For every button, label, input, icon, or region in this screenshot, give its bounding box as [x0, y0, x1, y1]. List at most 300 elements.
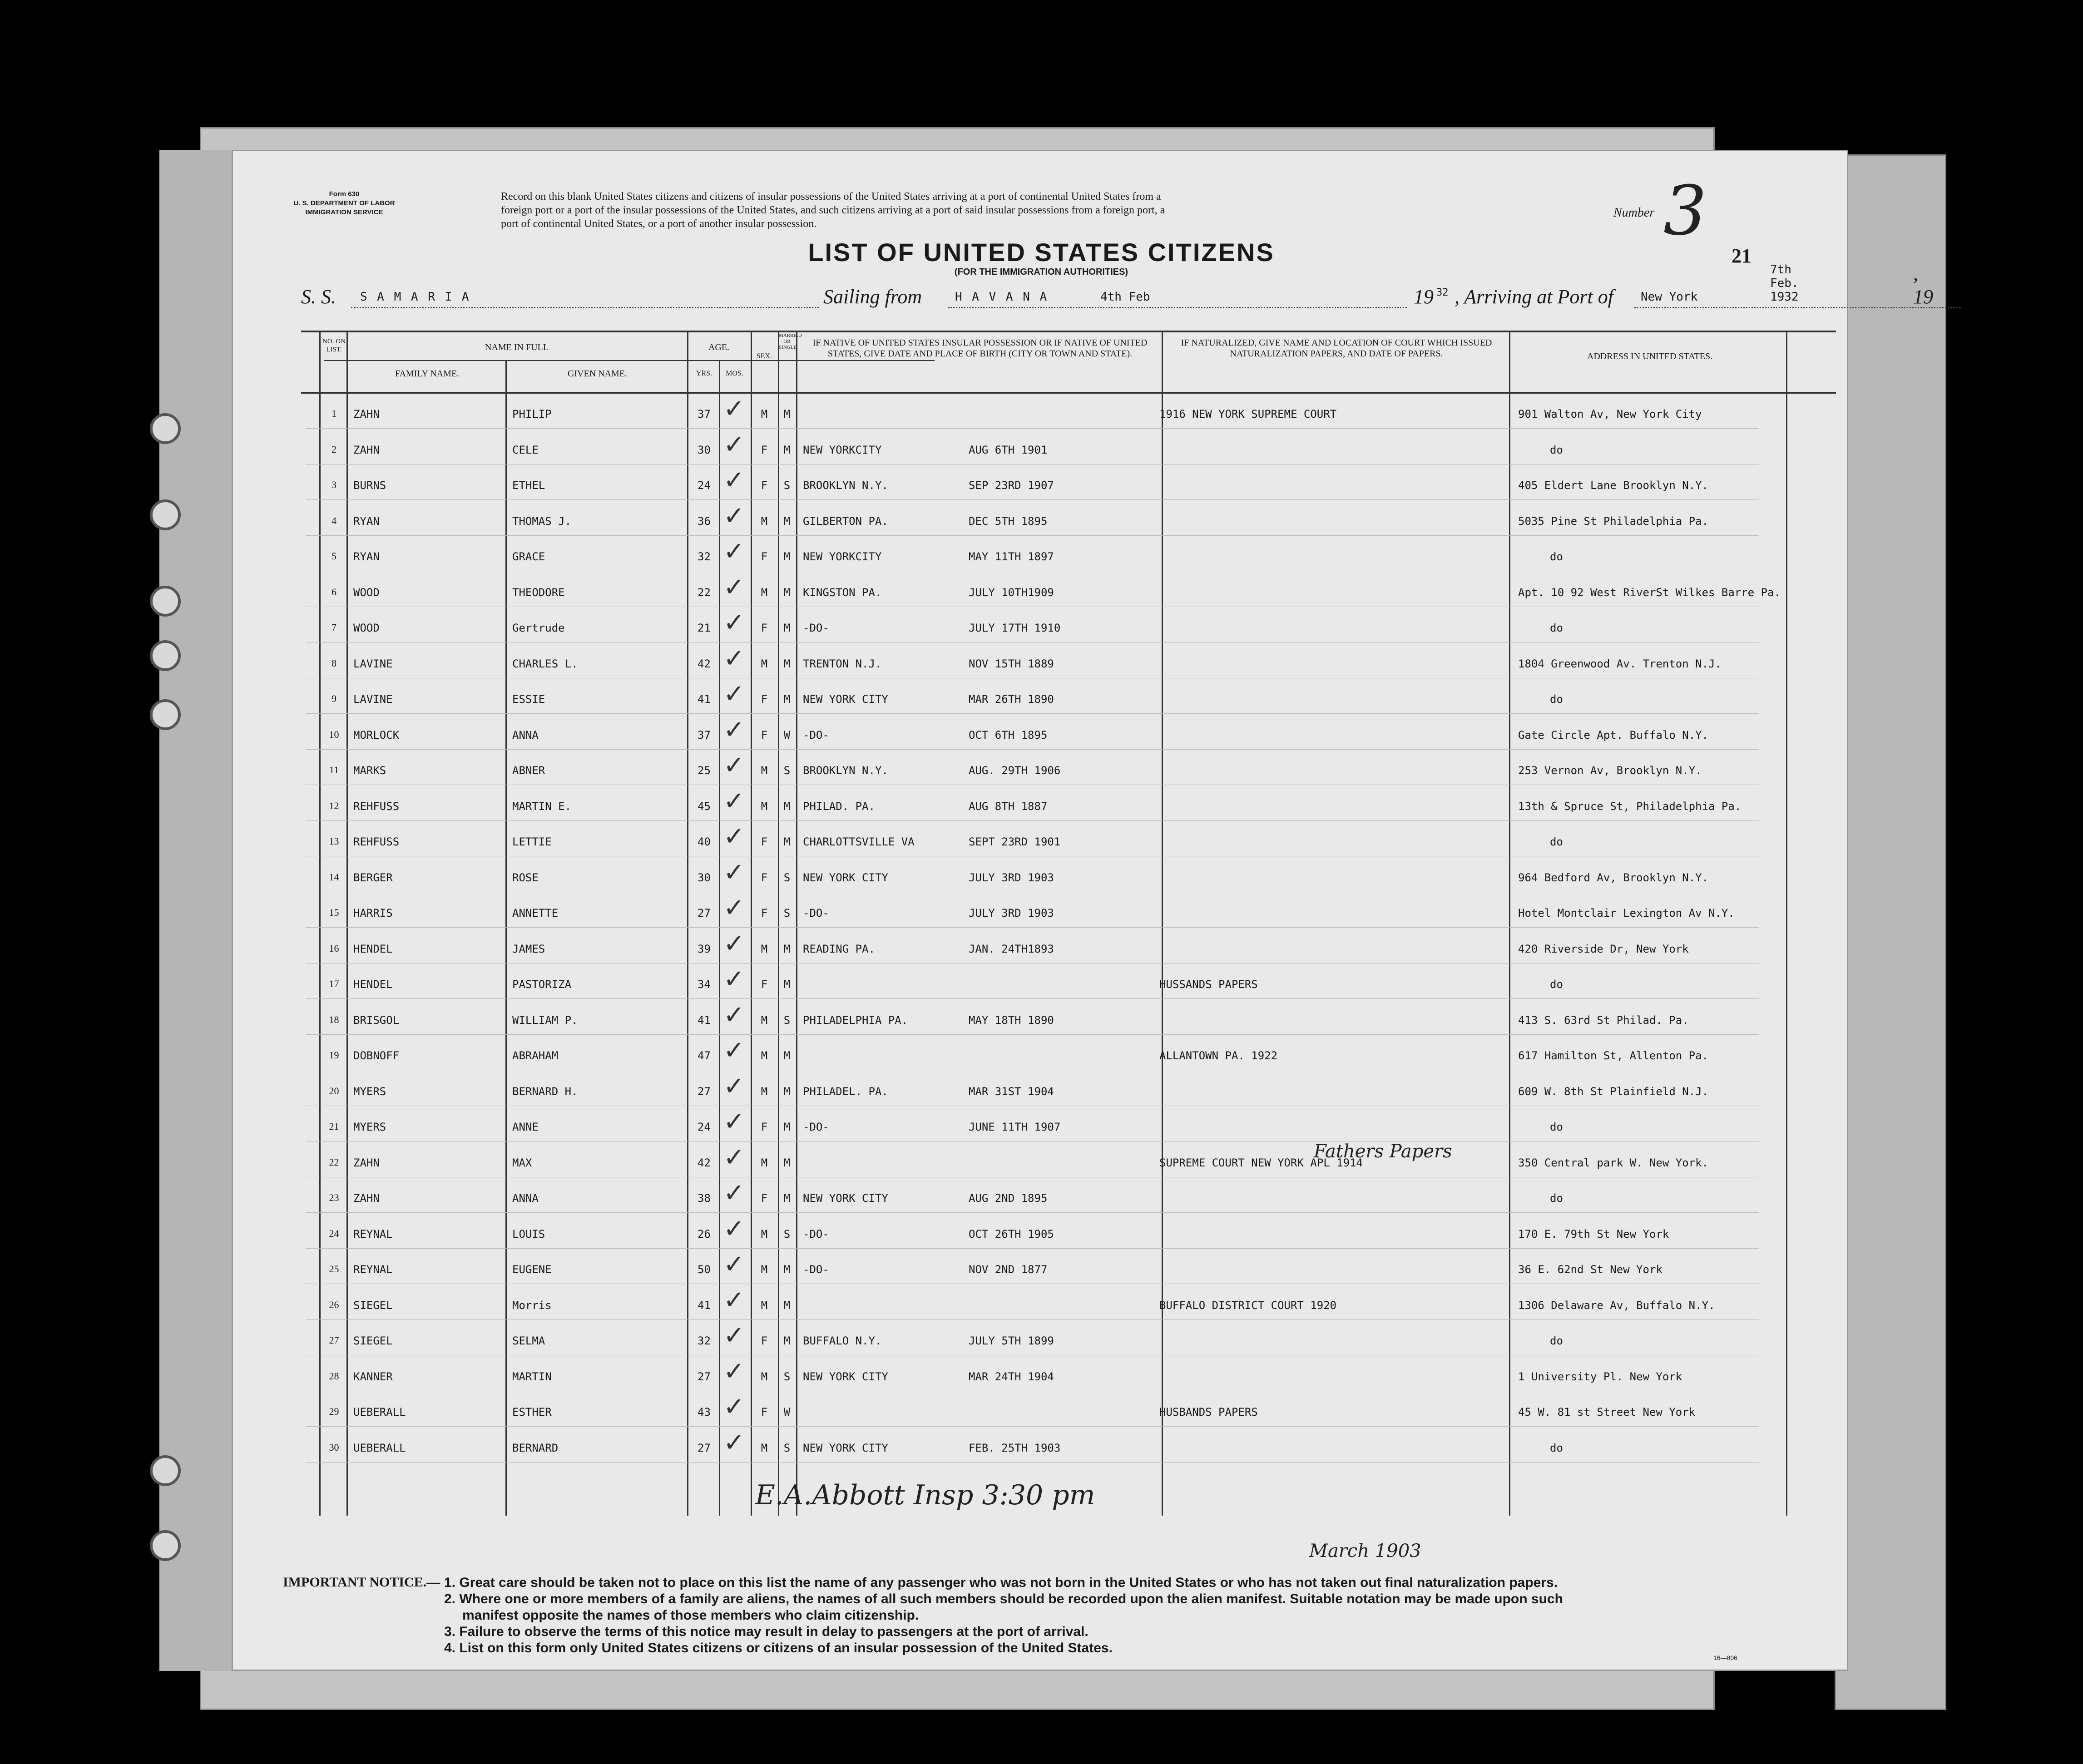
cell-sex: M [761, 1049, 768, 1062]
cell-given: ROSE [512, 871, 539, 884]
checkmark-icon: ✓ [723, 786, 745, 816]
cell-no: 29 [329, 1406, 339, 1417]
cell-sex: M [761, 1013, 768, 1027]
punch-hole [150, 1455, 181, 1486]
intro-line: port of continental United States, or a port of another insular possession. [501, 218, 817, 230]
cell-birth-date: JULY 5TH 1899 [969, 1334, 1054, 1347]
cell-family: WOOD [353, 622, 380, 634]
cell-ms: M [783, 1299, 791, 1312]
cell-family: SIEGEL [353, 1299, 393, 1312]
cell-no: 22 [329, 1156, 339, 1168]
cell-given: WILLIAM P. [512, 1013, 578, 1027]
checkmark-icon: ✓ [723, 643, 745, 673]
notice-item: 3. Failure to observe the terms of this notice may result in delay to passengers at the port of arrival. [444, 1624, 1089, 1639]
cell-birth-date: DEC 5TH 1895 [969, 514, 1048, 528]
cell-no: 5 [331, 550, 336, 562]
ship-name: S A M A R I A [360, 290, 470, 304]
cell-age: 50 [698, 1263, 711, 1276]
cell-address: do [1550, 622, 1563, 634]
cell-given: PHILIP [512, 408, 552, 420]
cell-given: MARTIN [512, 1370, 552, 1383]
col-header-mos: MOS. [726, 370, 743, 377]
cell-ms: S [783, 1370, 791, 1383]
cell-age: 24 [698, 1121, 711, 1133]
cell-address: 350 Central park W. New York. [1518, 1156, 1709, 1169]
sailing-date: 4th Feb [1100, 290, 1150, 304]
cell-age: 27 [698, 1085, 711, 1098]
row-rule [306, 998, 1759, 999]
year-prefix: 19 [1414, 286, 1434, 308]
cell-age: 40 [698, 835, 711, 848]
cell-age: 27 [698, 1370, 711, 1383]
cell-family: ZAHN [353, 1192, 380, 1205]
cell-sex: M [761, 1370, 768, 1383]
year-suffix-2: , 19 [1913, 262, 1933, 308]
ship-underline [351, 307, 819, 308]
cell-given: CELE [512, 443, 539, 456]
col-divider [1509, 331, 1510, 1516]
cell-family: MARKS [353, 764, 386, 777]
cell-address: 901 Walton Av, New York City [1518, 408, 1702, 420]
cell-age: 41 [698, 1299, 711, 1312]
checkmark-icon: ✓ [723, 1250, 745, 1279]
cell-no: 17 [329, 978, 339, 989]
cell-family: BRISGOL [353, 1013, 400, 1027]
row-rule [306, 749, 1759, 750]
number-label: Number [1613, 206, 1655, 220]
cell-given: MARTIN E. [512, 800, 572, 813]
cell-sex: M [761, 1227, 768, 1240]
cell-family: REHFUSS [353, 800, 400, 813]
cell-given: BERNARD H. [512, 1085, 578, 1098]
cell-sex: F [761, 835, 768, 848]
cell-sex: M [761, 408, 768, 420]
cell-birth-place: BROOKLYN N.Y. [803, 764, 888, 777]
cell-birth-place: NEW YORK CITY [803, 693, 888, 706]
col-divider [1786, 331, 1787, 1516]
cell-birth-place: READING PA. [803, 942, 875, 955]
cell-ms: W [783, 728, 791, 741]
cell-address: do [1550, 693, 1563, 706]
cell-given: LOUIS [512, 1227, 545, 1240]
cell-family: SIEGEL [353, 1334, 393, 1347]
cell-no: 8 [331, 657, 336, 669]
col-header-family: FAMILY NAME. [395, 369, 460, 379]
cell-family: REHFUSS [353, 835, 400, 848]
cell-given: EUGENE [512, 1263, 552, 1276]
cell-birth-date: MAY 11TH 1897 [969, 550, 1054, 563]
cell-family: REYNAL [353, 1227, 393, 1240]
cell-ms: M [783, 1085, 791, 1098]
cell-family: REYNAL [353, 1263, 393, 1276]
col-header-birth: IF NATIVE OF UNITED STATES INSULAR POSSESSION OR IF NATIVE OF UNITED STATES, GIVE DATE AND PLACE OF BIRTH (CITY OR TOWN AND STATE). [812, 338, 1148, 359]
cell-family: LAVINE [353, 693, 393, 706]
cell-birth-date: AUG 6TH 1901 [969, 443, 1048, 456]
cell-age: 42 [698, 657, 711, 670]
checkmark-icon: ✓ [723, 572, 745, 602]
cell-birth-date: NOV 15TH 1889 [969, 657, 1054, 670]
cell-given: Gertrude [512, 622, 565, 634]
cell-sex: M [761, 764, 768, 777]
cell-birth-date: JAN. 24TH1893 [969, 942, 1054, 955]
cell-naturalization: 1916 NEW YORK SUPREME COURT [1159, 408, 1337, 420]
cell-birth-date: MAR 31ST 1904 [969, 1085, 1054, 1098]
cell-birth-date: JULY 3RD 1903 [969, 907, 1054, 919]
row-rule [306, 499, 1759, 500]
notice-items [444, 1575, 1829, 1656]
checkmark-icon: ✓ [723, 1036, 745, 1065]
cell-family: ZAHN [353, 443, 380, 456]
cell-age: 36 [698, 514, 711, 528]
arriving-port: New York [1641, 290, 1698, 304]
cell-birth-place: -DO- [803, 622, 829, 634]
notice-item: manifest opposite the names of those members who claim citizenship. [462, 1608, 919, 1623]
col-divider [505, 360, 507, 1516]
cell-age: 27 [698, 907, 711, 919]
cell-naturalization: HUSBANDS PAPERS [1159, 1406, 1258, 1418]
cell-sex: M [761, 800, 768, 813]
cell-age: 25 [698, 764, 711, 777]
cell-family: RYAN [353, 514, 380, 528]
cell-given: ABNER [512, 764, 545, 777]
checkmark-icon: ✓ [723, 1214, 745, 1244]
col-header-no: NO. ON LIST. [322, 338, 346, 353]
cell-no: 2 [331, 443, 336, 455]
cell-no: 21 [329, 1121, 339, 1132]
col-header-given: GIVEN NAME. [567, 369, 628, 379]
checkmark-icon: ✓ [723, 1428, 745, 1458]
cell-address: Apt. 10 92 West RiverSt Wilkes Barre Pa. [1518, 586, 1781, 599]
cell-birth-date: MAR 26TH 1890 [969, 693, 1054, 706]
cell-birth-date: FEB. 25TH 1903 [969, 1441, 1061, 1454]
cell-ms: M [783, 1263, 791, 1276]
cell-address: 1 University Pl. New York [1518, 1370, 1682, 1383]
row-rule [306, 1212, 1759, 1213]
arrival-underline [1634, 307, 1961, 308]
checkmark-icon: ✓ [723, 751, 745, 780]
col-header-married: MARRIED OR SINGLE. [779, 333, 802, 350]
cell-ms: S [783, 479, 791, 492]
cell-given: ETHEL [512, 479, 545, 492]
cell-birth-place: GILBERTON PA. [803, 514, 888, 528]
sailing-underline [948, 307, 1407, 308]
cell-address: 253 Vernon Av, Brooklyn N.Y. [1518, 764, 1702, 777]
cell-address: 413 S. 63rd St Philad. Pa. [1518, 1013, 1689, 1027]
inspector-signature: E.A.Abbott Insp 3:30 pm [755, 1479, 1095, 1511]
cell-birth-date: JULY 17TH 1910 [969, 622, 1061, 634]
cell-address: do [1550, 1334, 1563, 1347]
checkmark-icon: ✓ [723, 679, 745, 709]
cell-no: 20 [329, 1085, 339, 1097]
cell-given: GRACE [512, 550, 545, 563]
cell-address: 45 W. 81 st Street New York [1518, 1406, 1696, 1418]
row-rule [306, 428, 1759, 429]
cell-birth-place: -DO- [803, 728, 829, 741]
checkmark-icon: ✓ [723, 929, 745, 959]
cell-birth-place: CHARLOTTSVILLE VA [803, 835, 915, 848]
col-divider [346, 331, 348, 1516]
cell-age: 27 [698, 1441, 711, 1454]
cell-given: JAMES [512, 942, 545, 955]
cell-sex: F [761, 907, 768, 919]
cell-ms: S [783, 871, 791, 884]
cell-age: 32 [698, 1334, 711, 1347]
cell-given: ESTHER [512, 1406, 552, 1418]
cell-age: 37 [698, 728, 711, 741]
cell-ms: M [783, 1334, 791, 1347]
checkmark-icon: ✓ [723, 608, 745, 637]
punch-hole [150, 1530, 181, 1561]
cell-ms: S [783, 764, 791, 777]
row-rule [306, 927, 1759, 928]
cell-no: 12 [329, 800, 339, 811]
col-header-yrs: YRS. [696, 370, 712, 377]
cell-given: ANNA [512, 728, 539, 741]
cell-sex: F [761, 550, 768, 563]
col-divider [796, 331, 797, 1516]
cell-no: 13 [329, 835, 339, 847]
cell-address: do [1550, 835, 1563, 848]
notice-item: 2. Where one or more members of a family are aliens, the names of all such members should be recorded upon the alien manifest. Suitable notation may be made upon such [444, 1591, 1563, 1606]
cell-no: 24 [329, 1227, 339, 1239]
checkmark-icon: ✓ [723, 1392, 745, 1422]
cell-ms: W [783, 1406, 791, 1418]
cell-sex: M [761, 1085, 768, 1098]
row-rule [306, 1319, 1759, 1320]
cell-address: do [1550, 550, 1563, 563]
cell-ms: M [783, 978, 791, 991]
cell-no: 16 [329, 942, 339, 954]
cell-sex: F [761, 479, 768, 492]
cell-sex: F [761, 1192, 768, 1205]
cell-birth-place: KINGSTON PA. [803, 586, 882, 599]
cell-family: MYERS [353, 1121, 386, 1133]
cell-birth-date: SEP 23RD 1907 [969, 479, 1054, 492]
cell-address: do [1550, 978, 1563, 991]
cell-given: MAX [512, 1156, 532, 1169]
cell-birth-date: AUG. 29TH 1906 [969, 764, 1061, 777]
cell-address: do [1550, 1192, 1563, 1205]
cell-age: 41 [698, 693, 711, 706]
cell-birth-date: OCT 6TH 1895 [969, 728, 1048, 741]
cell-sex: M [761, 1299, 768, 1312]
checkmark-icon: ✓ [723, 1107, 745, 1136]
cell-age: 38 [698, 1192, 711, 1205]
cell-sex: F [761, 443, 768, 456]
manifest-page [232, 150, 1933, 1671]
cell-sex: M [761, 1156, 768, 1169]
arriving-label: , Arriving at Port of [1455, 286, 1613, 308]
cell-ms: M [783, 586, 791, 599]
cell-family: MYERS [353, 1085, 386, 1098]
checkmark-icon: ✓ [723, 537, 745, 566]
cell-family: BERGER [353, 871, 393, 884]
cell-ms: M [783, 443, 791, 456]
row-rule [306, 713, 1759, 714]
cell-given: ANNA [512, 1192, 539, 1205]
header-bottom-rule [301, 392, 1836, 394]
cell-no: 26 [329, 1299, 339, 1310]
col-divider [687, 331, 688, 1516]
cell-no: 9 [331, 693, 336, 704]
row-rule [306, 1462, 1759, 1463]
cell-family: UEBERALL [353, 1441, 406, 1454]
col-divider [719, 360, 720, 1516]
cell-ms: M [783, 1156, 791, 1169]
cell-sex: M [761, 1263, 768, 1276]
cell-age: 34 [698, 978, 711, 991]
cell-ms: M [783, 657, 791, 670]
cell-given: CHARLES L. [512, 657, 578, 670]
checkmark-icon: ✓ [723, 1178, 745, 1208]
table-top-rule [301, 331, 1836, 332]
cell-sex: F [761, 728, 768, 741]
cell-ms: M [783, 693, 791, 706]
cell-birth-place: NEW YORK CITY [803, 1370, 888, 1383]
cell-birth-date: MAR 24TH 1904 [969, 1370, 1054, 1383]
cell-no: 28 [329, 1370, 339, 1382]
cell-sex: F [761, 1121, 768, 1133]
cell-birth-date: JULY 3RD 1903 [969, 871, 1054, 884]
cell-birth-date: AUG 2ND 1895 [969, 1192, 1048, 1205]
cell-family: LAVINE [353, 657, 393, 670]
cell-birth-place: PHILADELPHIA PA. [803, 1013, 908, 1027]
form-block [276, 190, 412, 217]
form-number: Form 630 [329, 190, 360, 198]
cell-address: 5035 Pine St Philadelphia Pa. [1518, 514, 1709, 528]
cell-given: ABRAHAM [512, 1049, 559, 1062]
cell-ms: M [783, 550, 791, 563]
name-subrule [324, 360, 935, 361]
checkmark-icon: ✓ [723, 822, 745, 851]
cell-age: 32 [698, 550, 711, 563]
sailing-port: H A V A N A [955, 290, 1049, 304]
cell-sex: M [761, 1441, 768, 1454]
checkmark-icon: ✓ [723, 715, 745, 745]
cell-birth-place: NEW YORKCITY [803, 550, 882, 563]
cell-address: 1804 Greenwood Av. Trenton N.J. [1518, 657, 1722, 670]
cell-ms: S [783, 1441, 791, 1454]
cell-given: THEODORE [512, 586, 565, 599]
cell-birth-place: BUFFALO N.Y. [803, 1334, 882, 1347]
col-divider [319, 331, 321, 1516]
cell-address: 1306 Delaware Av, Buffalo N.Y. [1518, 1299, 1715, 1312]
cell-sex: M [761, 514, 768, 528]
cell-ms: S [783, 907, 791, 919]
punch-holes [150, 0, 204, 1764]
punch-hole [150, 586, 181, 617]
cell-ms: M [783, 1049, 791, 1062]
notice-item: 1. Great care should be taken not to place on this list the name of any passenger who was not born in the United States or who has not taken out final naturalization papers. [444, 1575, 1558, 1590]
cell-ms: M [783, 622, 791, 634]
cell-address: do [1550, 1121, 1563, 1133]
punch-hole [150, 699, 181, 730]
row-rule [306, 1034, 1759, 1035]
page-title: LIST OF UNITED STATES CITIZENS [808, 238, 1275, 267]
cell-family: MORLOCK [353, 728, 400, 741]
cell-birth-place: TRENTON N.J. [803, 657, 882, 670]
cell-sex: F [761, 871, 768, 884]
cell-address: 170 E. 79th St New York [1518, 1227, 1669, 1240]
sheet-number: 21 [1732, 245, 1752, 267]
checkmark-icon: ✓ [723, 1321, 745, 1350]
cell-naturalization: ALLANTOWN PA. 1922 [1159, 1049, 1278, 1062]
cell-sex: M [761, 942, 768, 955]
cell-family: WOOD [353, 586, 380, 599]
form-department: U. S. DEPARTMENT OF LABOR [293, 199, 395, 207]
cell-birth-place: NEW YORKCITY [803, 443, 882, 456]
cell-ms: M [783, 408, 791, 420]
col-header-age: AGE. [708, 342, 730, 352]
checkmark-icon: ✓ [723, 964, 745, 994]
cell-age: 30 [698, 871, 711, 884]
cell-age: 43 [698, 1406, 711, 1418]
cell-no: 4 [331, 514, 336, 526]
cell-family: BURNS [353, 479, 386, 492]
cell-given: THOMAS J. [512, 514, 572, 528]
checkmark-icon: ✓ [723, 501, 745, 531]
cell-birth-date: OCT 26TH 1905 [969, 1227, 1054, 1240]
cell-address: 617 Hamilton St, Allenton Pa. [1518, 1049, 1709, 1062]
cell-family: ZAHN [353, 1156, 380, 1169]
cell-ms: M [783, 800, 791, 813]
checkmark-icon: ✓ [723, 430, 745, 460]
checkmark-icon: ✓ [723, 1285, 745, 1315]
cell-given: LETTIE [512, 835, 552, 848]
cell-sex: F [761, 622, 768, 634]
cell-age: 22 [698, 586, 711, 599]
col-header-address: ADDRESS IN UNITED STATES. [1587, 351, 1713, 361]
cell-birth-place: NEW YORK CITY [803, 871, 888, 884]
cell-given: SELMA [512, 1334, 545, 1347]
form-service: IMMIGRATION SERVICE [305, 208, 383, 216]
row17-annotation: Fathers Papers [1314, 1141, 1452, 1162]
row-rule [306, 963, 1759, 964]
cell-family: HARRIS [353, 907, 393, 919]
cell-birth-place: -DO- [803, 1121, 829, 1133]
checkmark-icon: ✓ [723, 394, 745, 424]
cell-no: 14 [329, 871, 339, 883]
arrival-date: 7th Feb. 1932 [1770, 263, 1799, 304]
cell-ms: S [783, 1227, 791, 1240]
cell-birth-place: PHILADEL. PA. [803, 1085, 888, 1098]
cell-given: Morris [512, 1299, 552, 1312]
cell-family: ZAHN [353, 408, 380, 420]
intro-line: Record on this blank United States citizens and citizens of insular possessions of the United States arriving at a port of continental United States from a [501, 191, 1161, 203]
form-code: 16—806 [1713, 1654, 1737, 1661]
checkmark-icon: ✓ [723, 857, 745, 887]
cell-given: BERNARD [512, 1441, 559, 1454]
cell-no: 10 [329, 728, 339, 740]
cell-naturalization: BUFFALO DISTRICT COURT 1920 [1159, 1299, 1337, 1312]
cell-birth-place: -DO- [803, 907, 829, 919]
cell-sex: F [761, 1334, 768, 1347]
checkmark-icon: ✓ [723, 1356, 745, 1386]
cell-no: 19 [329, 1049, 339, 1061]
sailing-label: Sailing from [823, 286, 922, 308]
cell-ms: M [783, 1192, 791, 1205]
punch-hole [150, 413, 181, 444]
cell-age: 47 [698, 1049, 711, 1062]
cell-address: Hotel Montclair Lexington Av N.Y. [1518, 907, 1735, 919]
row-rule [306, 1426, 1759, 1427]
cell-no: 30 [329, 1441, 339, 1453]
cell-no: 6 [331, 586, 336, 598]
cell-address: 609 W. 8th St Plainfield N.J. [1518, 1085, 1709, 1098]
row-rule [306, 1248, 1759, 1249]
cell-sex: F [761, 978, 768, 991]
col-header-sex: SEX. [756, 352, 772, 360]
